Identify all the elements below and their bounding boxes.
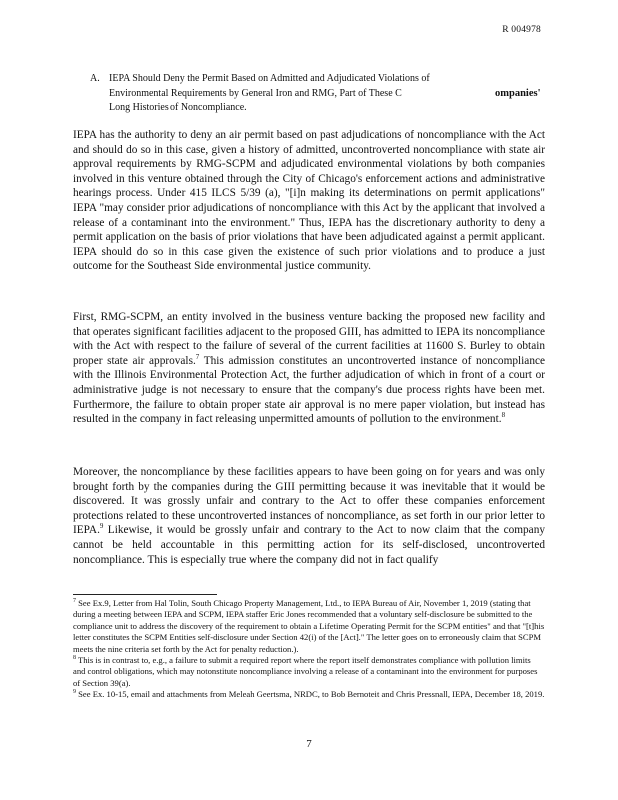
footnote-9 (73, 689, 545, 700)
heading-line-2-tail: ompanies' (495, 88, 541, 99)
heading-line-2: Environmental Requirements by General Iron and RMG, Part of These C (109, 87, 402, 99)
paragraph-2-text-a: First, RMG-SCPM, an entity involved in the business venture backing the proposed new facility and that operates significant facilities adjacent to the proposed GIII, has admitted to IEPA its noncompliance with the Act with respect to the failure of several of the current facilities at 11600 S. Burley to obtain proper state air approvals. (73, 311, 545, 367)
paragraph-2 (73, 310, 545, 427)
footnotes (73, 598, 545, 701)
heading-line-3a: Long Histories (109, 102, 169, 113)
heading-marker: A. (90, 73, 100, 84)
bates-number: R 004978 (502, 25, 541, 35)
footnote-8-text: This is in contrast to, e.g., a failure to submit a required report where the report itself demonstrates compliance with pollution limits and control obligations, which may notonstitute noncompliance involving a release of a contaminant into the environment for purposes of Section 39(a). (73, 655, 538, 688)
footnote-9-number: 9 (73, 689, 76, 696)
paragraph-3 (73, 465, 545, 567)
footnote-divider (73, 594, 217, 595)
footnote-9-text: See Ex. 10-15, email and attachments from Meleah Geertsma, NRDC, to Bob Bernoteit and Chris Pressnall, IEPA, December 18, 2019. (76, 689, 545, 700)
footnote-7-text: See Ex.9, Letter from Hal Tolin, South Chicago Property Management, Ltd., to IEPA Bureau of Air, November 1, 2019 (stating that during a meeting between IEPA and SCPM, IEPA staffer Eric Jones recommended that a voluntary self-disclosure be submitted to the compliance unit to address the discovery of the requirement to obtain a Lifetime Operating Permit for the SCPM entities" and that "[t]his letter constitutes the SCPM Entities self-disclosure under Section 42(i) of the [Act]." The letter goes on to erroneously claim that SCPM meets the nine criteria set forth by the Act for penalty reduction.). (73, 598, 545, 654)
paragraph-2-text-b: This admission constitutes an uncontroverted instance of noncompliance with the Illinois Environmental Protection Act, the further adjudication of which in front of a court or administrative judge is not necessary to ensure that the company's due process rights have been met. Furthermore, the failure to obtain proper state air approval is no mere paper violation, but instead has resulted in the company in fact releasing unpermitted amounts of pollution to the environment. (73, 354, 545, 426)
footnote-ref-8: 8 (501, 411, 506, 420)
footnote-7-number: 7 (73, 598, 76, 605)
footnote-8 (73, 655, 545, 689)
heading-line-3b: of Noncompliance. (170, 102, 247, 113)
paragraph-1: IEPA has the authority to deny an air permit based on past adjudications of noncompliance with the Act and should do so in this case, given a history of admitted, uncontroverted noncompliance with state air approval requirements by RMG-SCPM and adjudicated environmental violations by both companies involved in this venture obtained through the City of Chicago's enforcement actions and administrative hearings process. Under 415 ILCS 5/39 (a), "[i]n making its determinations on permit applications" IEPA "may consider prior adjudications of noncompliance with this Act by the applicant that involved a release of a contaminant into the environment." Thus, IEPA has the discretionary authority to deny a permit application on the basis of prior violations that have been adjudicated against a permit applicant. IEPA should do so in this case given the existence of such prior violations and to produce a just outcome for the Southeast Side environmental justice community. (73, 129, 545, 273)
paragraph-3-text-a: Moreover, the noncompliance by these facilities appears to have been going on for years and was only brought forth by the companies during the GIII permitting because it was inevitable that it would be discovered. It was grossly unfair and contrary to the Act to offer these companies enforcement protections related to these uncontroverted instances of noncompliance, as set forth in our prior letter to IEPA. (73, 466, 545, 537)
footnote-ref-9: 9 (99, 522, 104, 531)
page-number: 7 (306, 738, 312, 750)
footnote-7 (73, 598, 545, 655)
heading-line-1: IEPA Should Deny the Permit Based on Admitted and Adjudicated Violations of (109, 73, 430, 84)
footnote-8-number: 8 (73, 655, 76, 662)
footnote-ref-7: 7 (195, 353, 200, 362)
paragraph-3-text-b: Likewise, it would be grossly unfair and contrary to the Act to now claim that the company cannot be held accountable in this permitting action for its self-disclosed, uncontroverted noncompliance. This is especially true where the company did not in fact qualify (73, 524, 545, 566)
